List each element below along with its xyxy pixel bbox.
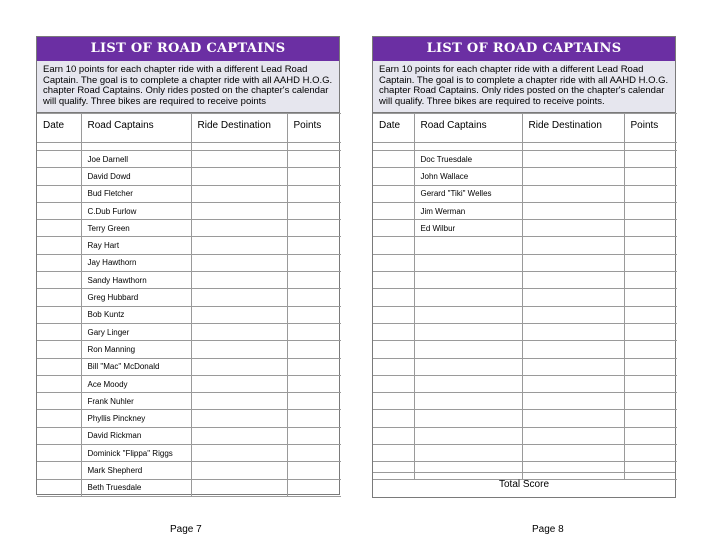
right-header-row xyxy=(373,114,677,143)
page-number-left: Page 7 xyxy=(170,524,202,535)
ride-destination-cell xyxy=(191,272,287,289)
table-row xyxy=(37,237,341,254)
points-cell xyxy=(287,289,341,306)
points-cell xyxy=(287,306,341,323)
table-row xyxy=(373,306,677,323)
ride-destination-cell xyxy=(191,462,287,479)
spacer-row xyxy=(37,143,341,151)
date-cell xyxy=(373,168,414,185)
ride-destination-cell xyxy=(522,427,624,444)
points-cell xyxy=(624,445,677,462)
date-cell xyxy=(373,306,414,323)
points-cell xyxy=(624,341,677,358)
road-captain-cell: Gerard "Tiki" Welles xyxy=(414,185,522,202)
ride-destination-cell xyxy=(191,151,287,168)
points-cell xyxy=(287,220,341,237)
points-header: Points xyxy=(624,114,677,143)
road-captain-cell: Ray Hart xyxy=(81,237,191,254)
ride-destination-cell xyxy=(522,151,624,168)
date-cell xyxy=(373,341,414,358)
road-captain-cell xyxy=(414,237,522,254)
date-cell xyxy=(37,237,81,254)
right-title: LIST OF ROAD CAPTAINS xyxy=(373,37,675,61)
ride-destination-cell xyxy=(191,289,287,306)
road-captain-cell: Ed Wilbur xyxy=(414,220,522,237)
table-row xyxy=(373,341,677,358)
points-header: Points xyxy=(287,114,341,143)
table-row xyxy=(37,375,341,392)
ride-destination-cell xyxy=(522,237,624,254)
road-captain-cell: Jim Werman xyxy=(414,202,522,219)
left-header-row xyxy=(37,114,341,143)
road-captain-cell: C.Dub Furlow xyxy=(81,202,191,219)
points-cell xyxy=(624,168,677,185)
points-cell xyxy=(287,393,341,410)
date-cell xyxy=(373,375,414,392)
table-row xyxy=(37,479,341,496)
ride-destination-cell xyxy=(191,168,287,185)
table-row xyxy=(37,289,341,306)
points-cell xyxy=(287,427,341,444)
points-cell xyxy=(624,427,677,444)
points-cell xyxy=(287,445,341,462)
right-captains-table xyxy=(373,113,677,480)
road-captain-cell xyxy=(414,341,522,358)
table-row xyxy=(37,272,341,289)
table-row xyxy=(373,358,677,375)
date-cell xyxy=(37,393,81,410)
road-captain-cell xyxy=(414,393,522,410)
road-captain-cell: Doc Truesdale xyxy=(414,151,522,168)
road-captain-cell: Terry Green xyxy=(81,220,191,237)
points-cell xyxy=(624,237,677,254)
ride-destination-cell xyxy=(522,306,624,323)
road-captain-cell xyxy=(414,445,522,462)
table-row xyxy=(373,410,677,427)
road-captain-cell: Ace Moody xyxy=(81,375,191,392)
points-cell xyxy=(624,358,677,375)
date-cell xyxy=(37,375,81,392)
road-captains-header: Road Captains xyxy=(81,114,191,143)
left-captains-table xyxy=(37,113,341,497)
date-cell xyxy=(373,410,414,427)
ride-destination-cell xyxy=(522,202,624,219)
table-row xyxy=(373,254,677,271)
date-cell xyxy=(373,358,414,375)
ride-destination-cell xyxy=(191,393,287,410)
ride-destination-cell xyxy=(522,410,624,427)
road-captain-cell: Dominick "Flippa" Riggs xyxy=(81,445,191,462)
road-captain-cell: Frank Nuhler xyxy=(81,393,191,410)
road-captain-cell: Ron Manning xyxy=(81,341,191,358)
ride-destination-cell xyxy=(522,393,624,410)
left-title: LIST OF ROAD CAPTAINS xyxy=(37,37,339,61)
points-cell xyxy=(624,151,677,168)
road-captains-header: Road Captains xyxy=(414,114,522,143)
date-cell xyxy=(37,358,81,375)
date-cell xyxy=(37,220,81,237)
table-row xyxy=(37,393,341,410)
date-cell xyxy=(37,272,81,289)
road-captain-cell xyxy=(414,427,522,444)
table-row xyxy=(373,427,677,444)
points-cell xyxy=(624,185,677,202)
ride-destination-header: Ride Destination xyxy=(191,114,287,143)
table-row xyxy=(37,410,341,427)
table-row xyxy=(373,323,677,340)
spacer-row xyxy=(373,143,677,151)
table-row xyxy=(373,237,677,254)
points-cell xyxy=(287,323,341,340)
right-page-panel xyxy=(372,36,676,498)
ride-destination-cell xyxy=(522,375,624,392)
ride-destination-header: Ride Destination xyxy=(522,114,624,143)
points-cell xyxy=(287,341,341,358)
date-cell xyxy=(373,202,414,219)
date-cell xyxy=(37,427,81,444)
left-page-panel xyxy=(36,36,340,495)
points-cell xyxy=(624,272,677,289)
ride-destination-cell xyxy=(191,410,287,427)
ride-destination-cell xyxy=(522,272,624,289)
ride-destination-cell xyxy=(522,185,624,202)
page-number-right: Page 8 xyxy=(532,524,564,535)
table-row xyxy=(373,202,677,219)
points-cell xyxy=(287,185,341,202)
table-row xyxy=(373,185,677,202)
date-cell xyxy=(373,185,414,202)
table-row xyxy=(37,202,341,219)
points-cell xyxy=(287,237,341,254)
ride-destination-cell xyxy=(191,445,287,462)
ride-destination-cell xyxy=(191,254,287,271)
points-cell xyxy=(624,323,677,340)
ride-destination-cell xyxy=(191,220,287,237)
road-captain-cell: Bob Kuntz xyxy=(81,306,191,323)
road-captain-cell: Joe Darnell xyxy=(81,151,191,168)
ride-destination-cell xyxy=(191,427,287,444)
ride-destination-cell xyxy=(191,375,287,392)
table-row xyxy=(373,375,677,392)
date-cell xyxy=(37,445,81,462)
table-row xyxy=(37,445,341,462)
points-cell xyxy=(287,410,341,427)
date-cell xyxy=(373,272,414,289)
road-captain-cell: David Rickman xyxy=(81,427,191,444)
table-row xyxy=(37,323,341,340)
points-cell xyxy=(624,220,677,237)
table-row xyxy=(37,427,341,444)
ride-destination-cell xyxy=(191,341,287,358)
date-cell xyxy=(37,479,81,496)
date-cell xyxy=(37,185,81,202)
points-cell xyxy=(624,202,677,219)
date-cell xyxy=(37,306,81,323)
table-row xyxy=(37,254,341,271)
table-row xyxy=(373,445,677,462)
road-captain-cell: Phyllis Pinckney xyxy=(81,410,191,427)
points-cell xyxy=(287,272,341,289)
date-cell xyxy=(373,151,414,168)
date-cell xyxy=(373,393,414,410)
points-cell xyxy=(287,479,341,496)
ride-destination-cell xyxy=(522,289,624,306)
ride-destination-cell xyxy=(191,358,287,375)
date-cell xyxy=(37,168,81,185)
points-cell xyxy=(287,358,341,375)
table-row xyxy=(373,393,677,410)
table-row xyxy=(373,151,677,168)
date-header: Date xyxy=(37,114,81,143)
table-row xyxy=(37,306,341,323)
points-cell xyxy=(624,410,677,427)
date-cell xyxy=(373,323,414,340)
date-cell xyxy=(37,289,81,306)
total-score-label: Total Score xyxy=(373,472,675,497)
road-captain-cell: David Dowd xyxy=(81,168,191,185)
ride-destination-cell xyxy=(191,237,287,254)
points-cell xyxy=(624,289,677,306)
ride-destination-cell xyxy=(191,202,287,219)
date-cell xyxy=(373,237,414,254)
ride-destination-cell xyxy=(522,341,624,358)
table-row xyxy=(373,168,677,185)
table-row xyxy=(37,462,341,479)
date-cell xyxy=(37,462,81,479)
table-row xyxy=(37,185,341,202)
road-captain-cell xyxy=(414,323,522,340)
road-captain-cell xyxy=(414,375,522,392)
table-row xyxy=(373,272,677,289)
table-row xyxy=(37,341,341,358)
date-cell xyxy=(373,254,414,271)
road-captain-cell: Bud Fletcher xyxy=(81,185,191,202)
road-captain-cell: Greg Hubbard xyxy=(81,289,191,306)
table-row xyxy=(37,151,341,168)
road-captain-cell: John Wallace xyxy=(414,168,522,185)
points-cell xyxy=(624,254,677,271)
right-description: Earn 10 points for each chapter ride with a different Lead Road Captain. The goal is to complete a chapter ride with all AAHD H.O.G. chapter Road Captains. Only rides posted on the chapter's calendar will qualify. Three bikes are required to receive points. xyxy=(373,61,675,113)
road-captain-cell: Beth Truesdale xyxy=(81,479,191,496)
points-cell xyxy=(624,306,677,323)
table-row xyxy=(373,289,677,306)
date-cell xyxy=(37,254,81,271)
ride-destination-cell xyxy=(191,306,287,323)
date-cell xyxy=(37,151,81,168)
date-cell xyxy=(37,410,81,427)
date-cell xyxy=(37,202,81,219)
points-cell xyxy=(287,254,341,271)
left-description: Earn 10 points for each chapter ride with a different Lead Road Captain. The goal is to complete a chapter ride with all AAHD H.O.G. chapter Road Captains. Only rides posted on the chapter's calendar will qualify. Three bikes are required to receive points xyxy=(37,61,339,113)
ride-destination-cell xyxy=(522,220,624,237)
table-row xyxy=(37,358,341,375)
ride-destination-cell xyxy=(522,323,624,340)
date-cell xyxy=(373,289,414,306)
points-cell xyxy=(287,168,341,185)
date-cell xyxy=(373,445,414,462)
ride-destination-cell xyxy=(191,479,287,496)
ride-destination-cell xyxy=(191,185,287,202)
road-captain-cell xyxy=(414,306,522,323)
ride-destination-cell xyxy=(522,358,624,375)
ride-destination-cell xyxy=(191,323,287,340)
date-cell xyxy=(373,427,414,444)
ride-destination-cell xyxy=(522,254,624,271)
date-cell xyxy=(37,341,81,358)
points-cell xyxy=(287,462,341,479)
road-captain-cell xyxy=(414,289,522,306)
road-captain-cell xyxy=(414,358,522,375)
ride-destination-cell xyxy=(522,168,624,185)
date-cell xyxy=(373,220,414,237)
road-captain-cell: Gary Linger xyxy=(81,323,191,340)
road-captain-cell xyxy=(414,410,522,427)
points-cell xyxy=(287,151,341,168)
points-cell xyxy=(287,202,341,219)
date-header: Date xyxy=(373,114,414,143)
points-cell xyxy=(287,375,341,392)
road-captain-cell: Sandy Hawthorn xyxy=(81,272,191,289)
date-cell xyxy=(37,323,81,340)
table-row xyxy=(37,168,341,185)
ride-destination-cell xyxy=(522,445,624,462)
table-row xyxy=(373,220,677,237)
road-captain-cell: Bill "Mac" McDonald xyxy=(81,358,191,375)
points-cell xyxy=(624,393,677,410)
points-cell xyxy=(624,375,677,392)
road-captain-cell: Mark Shepherd xyxy=(81,462,191,479)
road-captain-cell xyxy=(414,254,522,271)
road-captain-cell: Jay Hawthorn xyxy=(81,254,191,271)
road-captain-cell xyxy=(414,272,522,289)
table-row xyxy=(37,220,341,237)
